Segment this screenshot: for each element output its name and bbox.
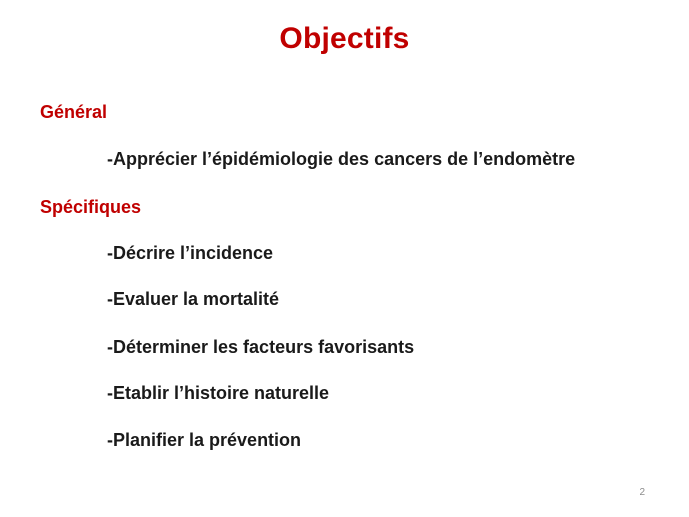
section-heading-general: Général xyxy=(40,102,108,122)
objective-item-specifique-4: -Etablir l’histoire naturelle xyxy=(107,383,330,403)
objective-item-specifique-5: -Planifier la prévention xyxy=(107,430,302,450)
objective-item-specifique-3: -Déterminer les facteurs favorisants xyxy=(107,337,415,357)
objective-item-general-1: -Apprécier l’épidémiologie des cancers de l’endomètre xyxy=(107,149,576,169)
page-number: 2 xyxy=(639,487,645,498)
objective-item-specifique-2: -Evaluer la mortalité xyxy=(107,289,280,309)
section-heading-specifiques: Spécifiques xyxy=(40,197,142,217)
slide-title: Objectifs xyxy=(279,22,410,55)
objective-item-specifique-1: -Décrire l’incidence xyxy=(107,243,274,263)
